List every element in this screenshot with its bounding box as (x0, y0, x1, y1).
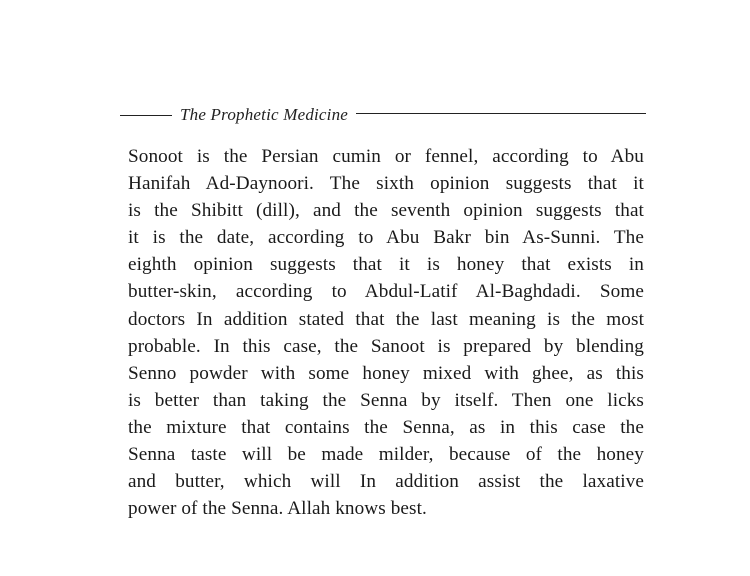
header-rule-left (120, 115, 172, 116)
text-line: Sonoot is the Persian cumin or fennel, according to Abu (128, 146, 644, 167)
text-line: the mixture that contains the Senna, as in this case the (128, 416, 644, 438)
text-line-last: power of the Senna. Allah knows best. (128, 498, 427, 520)
text-line: probable. In this case, the Sanoot is prepared by blending (128, 335, 644, 357)
text-line: eighth opinion suggests that it is honey that exists in (128, 254, 644, 276)
text-line: and butter, which will In addition assist the laxative (128, 471, 644, 493)
text-line: doctors In addition stated that the last meaning is the most (128, 308, 644, 330)
running-header (120, 103, 646, 127)
text-line: it is the date, according to Abu Bakr bin As-Sunni. The (128, 227, 644, 249)
text-line: Senna taste will be made milder, because of the honey (128, 444, 644, 466)
header-rule-right (356, 113, 646, 114)
text-line: is the Shibitt (dill), and the seventh opinion suggests that (128, 200, 644, 222)
text-line: butter-skin, according to Abdul-Latif Al-Baghdadi. Some (128, 281, 644, 303)
running-title: The Prophetic Medicine (180, 105, 349, 124)
text-line: is better than taking the Senna by itself. Then one licks (128, 389, 644, 411)
text-line: Hanifah Ad-Daynoori. The sixth opinion suggests that it (128, 173, 644, 195)
text-line: Senno powder with some honey mixed with ghee, as this (128, 362, 644, 384)
body-paragraph (128, 143, 644, 522)
